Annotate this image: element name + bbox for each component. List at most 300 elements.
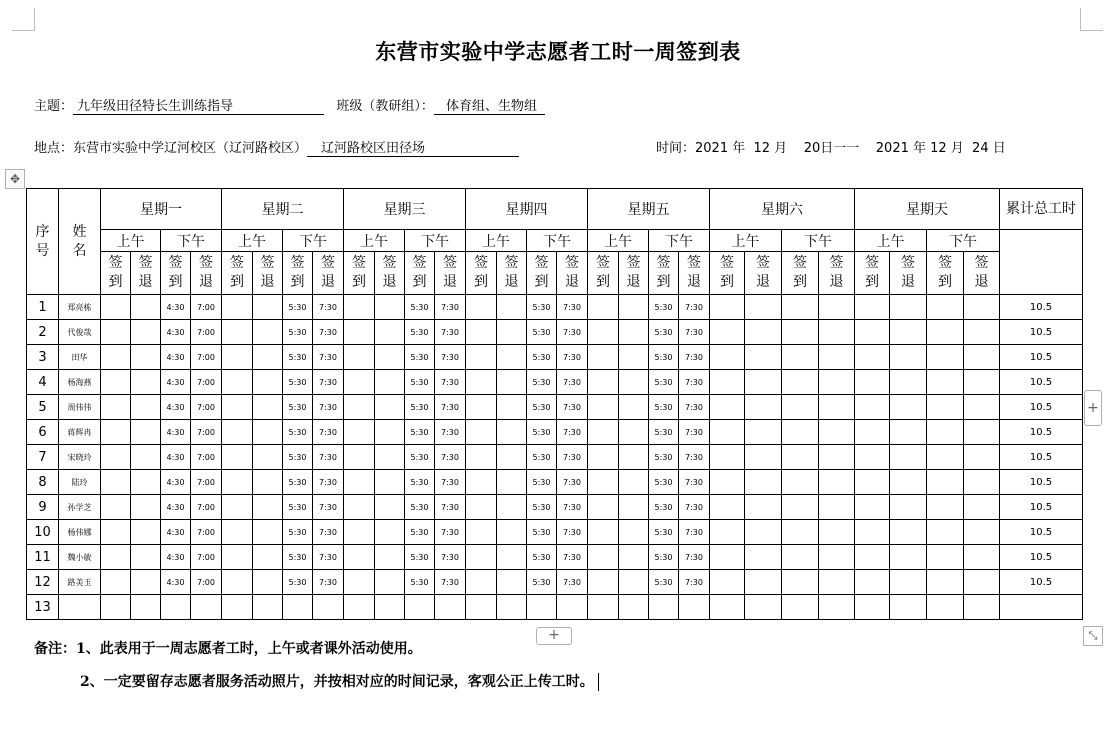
cell-pm-sign-in[interactable]: 4:30 [161, 320, 191, 345]
cell-pm-sign-in[interactable]: 5:30 [283, 445, 313, 470]
cell-am-sign-in[interactable] [101, 395, 131, 420]
cell-am-sign-out[interactable] [253, 570, 283, 595]
cell-am-sign-in[interactable] [344, 320, 375, 345]
cell-am-sign-in[interactable] [101, 345, 131, 370]
cell-pm-sign-in[interactable] [782, 370, 819, 395]
cell-pm-sign-in[interactable]: 5:30 [649, 445, 679, 470]
cell-total-hours[interactable]: 10.5 [1000, 295, 1083, 320]
cell-am-sign-in[interactable] [710, 370, 745, 395]
cell-pm-sign-in[interactable]: 4:30 [161, 395, 191, 420]
cell-pm-sign-in[interactable]: 5:30 [405, 545, 435, 570]
cell-pm-sign-in[interactable]: 5:30 [649, 320, 679, 345]
cell-am-sign-in[interactable] [222, 345, 253, 370]
volunteer-name[interactable]: 陆玲 [59, 470, 101, 495]
cell-am-sign-out[interactable] [619, 370, 649, 395]
cell-am-sign-out[interactable] [253, 520, 283, 545]
cell-am-sign-in[interactable] [710, 520, 745, 545]
volunteer-name[interactable]: 郑亮栋 [59, 295, 101, 320]
cell-am-sign-out[interactable] [619, 570, 649, 595]
cell-am-sign-out[interactable] [745, 570, 782, 595]
cell-pm-sign-in[interactable]: 5:30 [405, 445, 435, 470]
cell-am-sign-out[interactable] [253, 470, 283, 495]
cell-pm-sign-out[interactable] [964, 395, 1000, 420]
cell-pm-sign-out[interactable]: 7:30 [435, 370, 466, 395]
cell-pm-sign-in[interactable]: 5:30 [283, 495, 313, 520]
cell-pm-sign-out[interactable] [435, 595, 466, 620]
cell-pm-sign-in[interactable] [927, 495, 964, 520]
cell-total-hours[interactable]: 10.5 [1000, 520, 1083, 545]
cell-am-sign-in[interactable] [710, 545, 745, 570]
cell-am-sign-in[interactable] [466, 495, 497, 520]
cell-am-sign-out[interactable] [619, 445, 649, 470]
cell-am-sign-out[interactable] [745, 395, 782, 420]
cell-pm-sign-in[interactable]: 5:30 [405, 295, 435, 320]
cell-pm-sign-in[interactable] [927, 295, 964, 320]
cell-am-sign-in[interactable] [222, 320, 253, 345]
cell-am-sign-in[interactable] [222, 395, 253, 420]
cell-am-sign-in[interactable] [855, 395, 890, 420]
add-row-plus-icon[interactable]: + [536, 627, 572, 645]
cell-am-sign-out[interactable] [890, 320, 927, 345]
cell-am-sign-in[interactable] [588, 370, 619, 395]
cell-pm-sign-out[interactable] [819, 545, 855, 570]
cell-am-sign-in[interactable] [101, 545, 131, 570]
cell-am-sign-out[interactable] [619, 345, 649, 370]
cell-am-sign-in[interactable] [101, 470, 131, 495]
cell-am-sign-out[interactable] [619, 595, 649, 620]
cell-pm-sign-in[interactable]: 5:30 [527, 570, 557, 595]
cell-am-sign-out[interactable] [497, 495, 527, 520]
cell-am-sign-in[interactable] [222, 470, 253, 495]
cell-am-sign-out[interactable] [890, 545, 927, 570]
cell-am-sign-out[interactable] [253, 445, 283, 470]
cell-pm-sign-in[interactable]: 5:30 [405, 420, 435, 445]
cell-am-sign-in[interactable] [466, 395, 497, 420]
cell-pm-sign-out[interactable]: 7:30 [435, 520, 466, 545]
cell-am-sign-out[interactable] [253, 395, 283, 420]
cell-pm-sign-in[interactable]: 5:30 [283, 395, 313, 420]
cell-pm-sign-out[interactable]: 7:30 [313, 520, 344, 545]
cell-pm-sign-in[interactable] [782, 295, 819, 320]
cell-am-sign-in[interactable] [588, 420, 619, 445]
cell-am-sign-in[interactable] [855, 370, 890, 395]
cell-am-sign-out[interactable] [131, 420, 161, 445]
cell-am-sign-out[interactable] [497, 570, 527, 595]
cell-pm-sign-in[interactable]: 4:30 [161, 420, 191, 445]
cell-pm-sign-out[interactable]: 7:30 [313, 470, 344, 495]
cell-pm-sign-out[interactable]: 7:30 [313, 370, 344, 395]
cell-pm-sign-out[interactable] [819, 420, 855, 445]
cell-am-sign-out[interactable] [375, 345, 405, 370]
cell-am-sign-in[interactable] [344, 295, 375, 320]
cell-pm-sign-in[interactable]: 5:30 [283, 420, 313, 445]
cell-am-sign-in[interactable] [466, 370, 497, 395]
cell-am-sign-out[interactable] [745, 520, 782, 545]
cell-pm-sign-in[interactable] [782, 320, 819, 345]
cell-am-sign-out[interactable] [497, 345, 527, 370]
cell-am-sign-out[interactable] [131, 545, 161, 570]
cell-pm-sign-in[interactable] [927, 420, 964, 445]
cell-am-sign-in[interactable] [466, 295, 497, 320]
cell-am-sign-in[interactable] [101, 445, 131, 470]
volunteer-name[interactable]: 周伟伟 [59, 395, 101, 420]
cell-am-sign-out[interactable] [131, 320, 161, 345]
cell-pm-sign-out[interactable] [964, 570, 1000, 595]
cell-pm-sign-out[interactable]: 7:30 [679, 345, 710, 370]
cell-am-sign-in[interactable] [710, 470, 745, 495]
cell-pm-sign-in[interactable]: 5:30 [527, 295, 557, 320]
cell-am-sign-in[interactable] [222, 595, 253, 620]
cell-am-sign-in[interactable] [222, 295, 253, 320]
cell-am-sign-in[interactable] [855, 595, 890, 620]
cell-am-sign-out[interactable] [497, 295, 527, 320]
cell-am-sign-in[interactable] [344, 495, 375, 520]
cell-total-hours[interactable]: 10.5 [1000, 395, 1083, 420]
cell-am-sign-in[interactable] [588, 570, 619, 595]
cell-pm-sign-out[interactable]: 7:30 [313, 420, 344, 445]
cell-pm-sign-in[interactable] [161, 595, 191, 620]
cell-am-sign-in[interactable] [588, 320, 619, 345]
cell-pm-sign-out[interactable]: 7:30 [557, 470, 588, 495]
cell-pm-sign-in[interactable] [927, 570, 964, 595]
cell-am-sign-in[interactable] [344, 395, 375, 420]
cell-am-sign-in[interactable] [466, 545, 497, 570]
cell-am-sign-out[interactable] [619, 420, 649, 445]
cell-am-sign-out[interactable] [253, 345, 283, 370]
cell-am-sign-in[interactable] [710, 570, 745, 595]
cell-am-sign-in[interactable] [588, 545, 619, 570]
cell-am-sign-out[interactable] [890, 395, 927, 420]
cell-pm-sign-out[interactable] [819, 470, 855, 495]
cell-pm-sign-out[interactable] [313, 595, 344, 620]
cell-am-sign-out[interactable] [375, 295, 405, 320]
cell-pm-sign-in[interactable]: 4:30 [161, 570, 191, 595]
cell-pm-sign-in[interactable]: 5:30 [649, 420, 679, 445]
cell-pm-sign-out[interactable] [964, 345, 1000, 370]
cell-am-sign-in[interactable] [855, 295, 890, 320]
cell-am-sign-in[interactable] [344, 470, 375, 495]
cell-am-sign-out[interactable] [131, 370, 161, 395]
cell-am-sign-in[interactable] [344, 420, 375, 445]
cell-pm-sign-out[interactable] [819, 370, 855, 395]
cell-am-sign-in[interactable] [222, 370, 253, 395]
cell-pm-sign-out[interactable]: 7:30 [557, 395, 588, 420]
cell-pm-sign-out[interactable]: 7:00 [191, 545, 222, 570]
cell-am-sign-in[interactable] [710, 345, 745, 370]
cell-am-sign-in[interactable] [466, 470, 497, 495]
cell-pm-sign-out[interactable]: 7:00 [191, 345, 222, 370]
cell-pm-sign-out[interactable]: 7:30 [435, 295, 466, 320]
cell-am-sign-out[interactable] [375, 445, 405, 470]
cell-am-sign-in[interactable] [101, 595, 131, 620]
cell-pm-sign-out[interactable]: 7:30 [557, 320, 588, 345]
cell-am-sign-out[interactable] [745, 445, 782, 470]
cell-pm-sign-out[interactable]: 7:30 [679, 495, 710, 520]
cell-am-sign-in[interactable] [222, 520, 253, 545]
cell-pm-sign-in[interactable]: 5:30 [649, 395, 679, 420]
cell-pm-sign-in[interactable] [782, 345, 819, 370]
cell-pm-sign-out[interactable] [819, 520, 855, 545]
volunteer-name[interactable]: 代俊哉 [59, 320, 101, 345]
cell-am-sign-out[interactable] [375, 495, 405, 520]
cell-pm-sign-out[interactable] [819, 495, 855, 520]
cell-am-sign-in[interactable] [855, 345, 890, 370]
cell-pm-sign-in[interactable]: 5:30 [527, 370, 557, 395]
cell-pm-sign-out[interactable] [964, 595, 1000, 620]
cell-pm-sign-in[interactable]: 5:30 [405, 320, 435, 345]
cell-pm-sign-out[interactable] [964, 370, 1000, 395]
cell-am-sign-out[interactable] [619, 545, 649, 570]
cell-pm-sign-in[interactable] [405, 595, 435, 620]
cell-am-sign-out[interactable] [497, 395, 527, 420]
cell-am-sign-in[interactable] [101, 295, 131, 320]
cell-am-sign-in[interactable] [344, 545, 375, 570]
cell-am-sign-in[interactable] [466, 420, 497, 445]
cell-pm-sign-out[interactable]: 7:30 [679, 370, 710, 395]
cell-am-sign-in[interactable] [588, 520, 619, 545]
cell-pm-sign-in[interactable]: 5:30 [649, 570, 679, 595]
cell-pm-sign-in[interactable]: 5:30 [283, 345, 313, 370]
cell-pm-sign-out[interactable] [819, 445, 855, 470]
cell-pm-sign-out[interactable]: 7:00 [191, 495, 222, 520]
volunteer-name[interactable]: 孙学芝 [59, 495, 101, 520]
cell-pm-sign-out[interactable]: 7:30 [557, 570, 588, 595]
cell-pm-sign-in[interactable]: 5:30 [527, 445, 557, 470]
cell-am-sign-out[interactable] [497, 445, 527, 470]
cell-pm-sign-out[interactable]: 7:30 [679, 395, 710, 420]
cell-am-sign-out[interactable] [131, 595, 161, 620]
cell-am-sign-out[interactable] [375, 320, 405, 345]
cell-am-sign-out[interactable] [131, 520, 161, 545]
cell-am-sign-out[interactable] [745, 295, 782, 320]
cell-pm-sign-out[interactable]: 7:30 [435, 495, 466, 520]
cell-am-sign-in[interactable] [344, 595, 375, 620]
cell-pm-sign-out[interactable]: 7:00 [191, 445, 222, 470]
cell-am-sign-out[interactable] [497, 595, 527, 620]
cell-am-sign-in[interactable] [222, 445, 253, 470]
cell-pm-sign-out[interactable]: 7:30 [435, 445, 466, 470]
cell-am-sign-out[interactable] [497, 520, 527, 545]
cell-pm-sign-out[interactable] [557, 595, 588, 620]
cell-am-sign-in[interactable] [222, 570, 253, 595]
cell-pm-sign-in[interactable]: 5:30 [527, 470, 557, 495]
cell-total-hours[interactable]: 10.5 [1000, 370, 1083, 395]
cell-pm-sign-out[interactable]: 7:30 [679, 295, 710, 320]
cell-am-sign-in[interactable] [855, 520, 890, 545]
cell-pm-sign-out[interactable]: 7:30 [313, 545, 344, 570]
cell-am-sign-out[interactable] [375, 420, 405, 445]
cell-pm-sign-out[interactable]: 7:30 [435, 345, 466, 370]
cell-pm-sign-in[interactable]: 4:30 [161, 545, 191, 570]
cell-total-hours[interactable]: 10.5 [1000, 470, 1083, 495]
cell-pm-sign-out[interactable]: 7:30 [313, 320, 344, 345]
cell-pm-sign-in[interactable] [927, 370, 964, 395]
cell-pm-sign-out[interactable]: 7:30 [313, 345, 344, 370]
cell-am-sign-out[interactable] [131, 470, 161, 495]
cell-am-sign-out[interactable] [619, 520, 649, 545]
cell-pm-sign-out[interactable]: 7:30 [557, 445, 588, 470]
cell-am-sign-in[interactable] [466, 320, 497, 345]
cell-pm-sign-in[interactable]: 5:30 [405, 570, 435, 595]
cell-am-sign-in[interactable] [466, 520, 497, 545]
volunteer-name[interactable]: 杨海燕 [59, 370, 101, 395]
cell-am-sign-out[interactable] [890, 470, 927, 495]
cell-pm-sign-out[interactable]: 7:00 [191, 395, 222, 420]
cell-pm-sign-out[interactable]: 7:30 [313, 570, 344, 595]
cell-am-sign-in[interactable] [101, 495, 131, 520]
cell-am-sign-out[interactable] [253, 495, 283, 520]
cell-pm-sign-in[interactable]: 5:30 [527, 545, 557, 570]
cell-pm-sign-in[interactable]: 4:30 [161, 520, 191, 545]
cell-pm-sign-out[interactable]: 7:30 [557, 545, 588, 570]
cell-am-sign-in[interactable] [101, 420, 131, 445]
cell-am-sign-out[interactable] [890, 495, 927, 520]
cell-pm-sign-out[interactable]: 7:30 [435, 545, 466, 570]
cell-pm-sign-out[interactable] [191, 595, 222, 620]
cell-total-hours[interactable]: 10.5 [1000, 345, 1083, 370]
move-cross-icon[interactable]: ✥ [5, 169, 25, 189]
cell-am-sign-out[interactable] [253, 320, 283, 345]
cell-am-sign-in[interactable] [855, 495, 890, 520]
cell-am-sign-out[interactable] [745, 320, 782, 345]
cell-pm-sign-in[interactable] [927, 470, 964, 495]
cell-am-sign-in[interactable] [344, 570, 375, 595]
cell-am-sign-in[interactable] [222, 420, 253, 445]
cell-pm-sign-in[interactable]: 5:30 [405, 495, 435, 520]
cell-pm-sign-in[interactable] [782, 470, 819, 495]
cell-pm-sign-in[interactable] [782, 520, 819, 545]
add-column-plus-icon[interactable]: + [1084, 390, 1102, 426]
cell-pm-sign-in[interactable] [782, 395, 819, 420]
cell-pm-sign-out[interactable]: 7:30 [435, 395, 466, 420]
cell-am-sign-in[interactable] [101, 320, 131, 345]
cell-pm-sign-out[interactable] [819, 595, 855, 620]
cell-pm-sign-out[interactable]: 7:00 [191, 570, 222, 595]
cell-pm-sign-in[interactable]: 5:30 [649, 495, 679, 520]
cell-am-sign-in[interactable] [588, 295, 619, 320]
cell-pm-sign-out[interactable] [819, 320, 855, 345]
cell-pm-sign-out[interactable]: 7:00 [191, 470, 222, 495]
cell-am-sign-out[interactable] [253, 595, 283, 620]
volunteer-name[interactable]: 魏小敏 [59, 545, 101, 570]
cell-am-sign-out[interactable] [745, 495, 782, 520]
cell-pm-sign-in[interactable]: 4:30 [161, 495, 191, 520]
cell-am-sign-in[interactable] [855, 570, 890, 595]
cell-pm-sign-out[interactable]: 7:30 [557, 370, 588, 395]
cell-pm-sign-out[interactable]: 7:30 [313, 295, 344, 320]
cell-am-sign-out[interactable] [375, 470, 405, 495]
cell-pm-sign-out[interactable] [964, 320, 1000, 345]
cell-am-sign-out[interactable] [131, 445, 161, 470]
cell-pm-sign-out[interactable] [964, 445, 1000, 470]
cell-am-sign-in[interactable] [466, 570, 497, 595]
cell-am-sign-out[interactable] [497, 370, 527, 395]
cell-pm-sign-out[interactable]: 7:30 [435, 570, 466, 595]
cell-am-sign-in[interactable] [588, 595, 619, 620]
cell-pm-sign-out[interactable]: 7:30 [679, 445, 710, 470]
volunteer-name[interactable] [59, 595, 101, 620]
cell-am-sign-out[interactable] [375, 545, 405, 570]
cell-pm-sign-out[interactable]: 7:30 [679, 545, 710, 570]
volunteer-name[interactable]: 宋晓玲 [59, 445, 101, 470]
cell-am-sign-out[interactable] [131, 495, 161, 520]
cell-am-sign-out[interactable] [745, 370, 782, 395]
cell-pm-sign-out[interactable] [964, 295, 1000, 320]
cell-am-sign-out[interactable] [131, 570, 161, 595]
cell-pm-sign-out[interactable]: 7:30 [313, 495, 344, 520]
cell-pm-sign-out[interactable]: 7:00 [191, 295, 222, 320]
cell-am-sign-out[interactable] [131, 345, 161, 370]
cell-pm-sign-out[interactable]: 7:30 [679, 320, 710, 345]
cell-pm-sign-out[interactable] [819, 395, 855, 420]
cell-am-sign-in[interactable] [710, 395, 745, 420]
cell-pm-sign-in[interactable]: 4:30 [161, 345, 191, 370]
cell-am-sign-in[interactable] [588, 470, 619, 495]
cell-pm-sign-in[interactable]: 5:30 [527, 420, 557, 445]
cell-pm-sign-in[interactable] [527, 595, 557, 620]
cell-am-sign-in[interactable] [466, 445, 497, 470]
cell-pm-sign-in[interactable] [782, 570, 819, 595]
cell-am-sign-out[interactable] [131, 395, 161, 420]
cell-pm-sign-in[interactable]: 4:30 [161, 445, 191, 470]
cell-am-sign-out[interactable] [253, 545, 283, 570]
cell-am-sign-in[interactable] [855, 420, 890, 445]
cell-am-sign-out[interactable] [890, 295, 927, 320]
cell-am-sign-out[interactable] [619, 470, 649, 495]
cell-am-sign-in[interactable] [588, 395, 619, 420]
cell-am-sign-out[interactable] [745, 420, 782, 445]
cell-am-sign-out[interactable] [375, 370, 405, 395]
cell-pm-sign-out[interactable] [964, 470, 1000, 495]
cell-pm-sign-in[interactable]: 5:30 [649, 295, 679, 320]
cell-pm-sign-out[interactable]: 7:30 [679, 520, 710, 545]
cell-am-sign-out[interactable] [890, 420, 927, 445]
cell-am-sign-out[interactable] [131, 295, 161, 320]
cell-pm-sign-in[interactable] [782, 495, 819, 520]
cell-pm-sign-in[interactable] [927, 320, 964, 345]
cell-am-sign-out[interactable] [497, 420, 527, 445]
cell-pm-sign-in[interactable]: 5:30 [405, 395, 435, 420]
cell-pm-sign-out[interactable] [819, 345, 855, 370]
cell-pm-sign-in[interactable]: 5:30 [405, 345, 435, 370]
cell-am-sign-in[interactable] [855, 470, 890, 495]
cell-pm-sign-out[interactable]: 7:30 [313, 395, 344, 420]
cell-am-sign-out[interactable] [253, 370, 283, 395]
cell-am-sign-in[interactable] [222, 545, 253, 570]
cell-pm-sign-in[interactable]: 5:30 [527, 395, 557, 420]
cell-pm-sign-in[interactable]: 5:30 [283, 295, 313, 320]
cell-pm-sign-in[interactable]: 5:30 [649, 520, 679, 545]
cell-total-hours[interactable]: 10.5 [1000, 420, 1083, 445]
resize-diagonal-icon[interactable]: ⤡ [1083, 626, 1103, 646]
cell-pm-sign-out[interactable]: 7:00 [191, 520, 222, 545]
cell-am-sign-in[interactable] [344, 345, 375, 370]
cell-pm-sign-in[interactable]: 4:30 [161, 370, 191, 395]
volunteer-name[interactable]: 杨伟娜 [59, 520, 101, 545]
cell-am-sign-out[interactable] [745, 545, 782, 570]
cell-pm-sign-in[interactable] [782, 420, 819, 445]
volunteer-name[interactable]: 田华 [59, 345, 101, 370]
cell-total-hours[interactable] [1000, 595, 1083, 620]
cell-am-sign-in[interactable] [855, 545, 890, 570]
cell-am-sign-out[interactable] [890, 445, 927, 470]
cell-pm-sign-in[interactable] [927, 595, 964, 620]
cell-am-sign-in[interactable] [344, 370, 375, 395]
cell-am-sign-out[interactable] [253, 420, 283, 445]
cell-pm-sign-in[interactable]: 4:30 [161, 295, 191, 320]
cell-am-sign-in[interactable] [101, 520, 131, 545]
cell-am-sign-out[interactable] [375, 595, 405, 620]
